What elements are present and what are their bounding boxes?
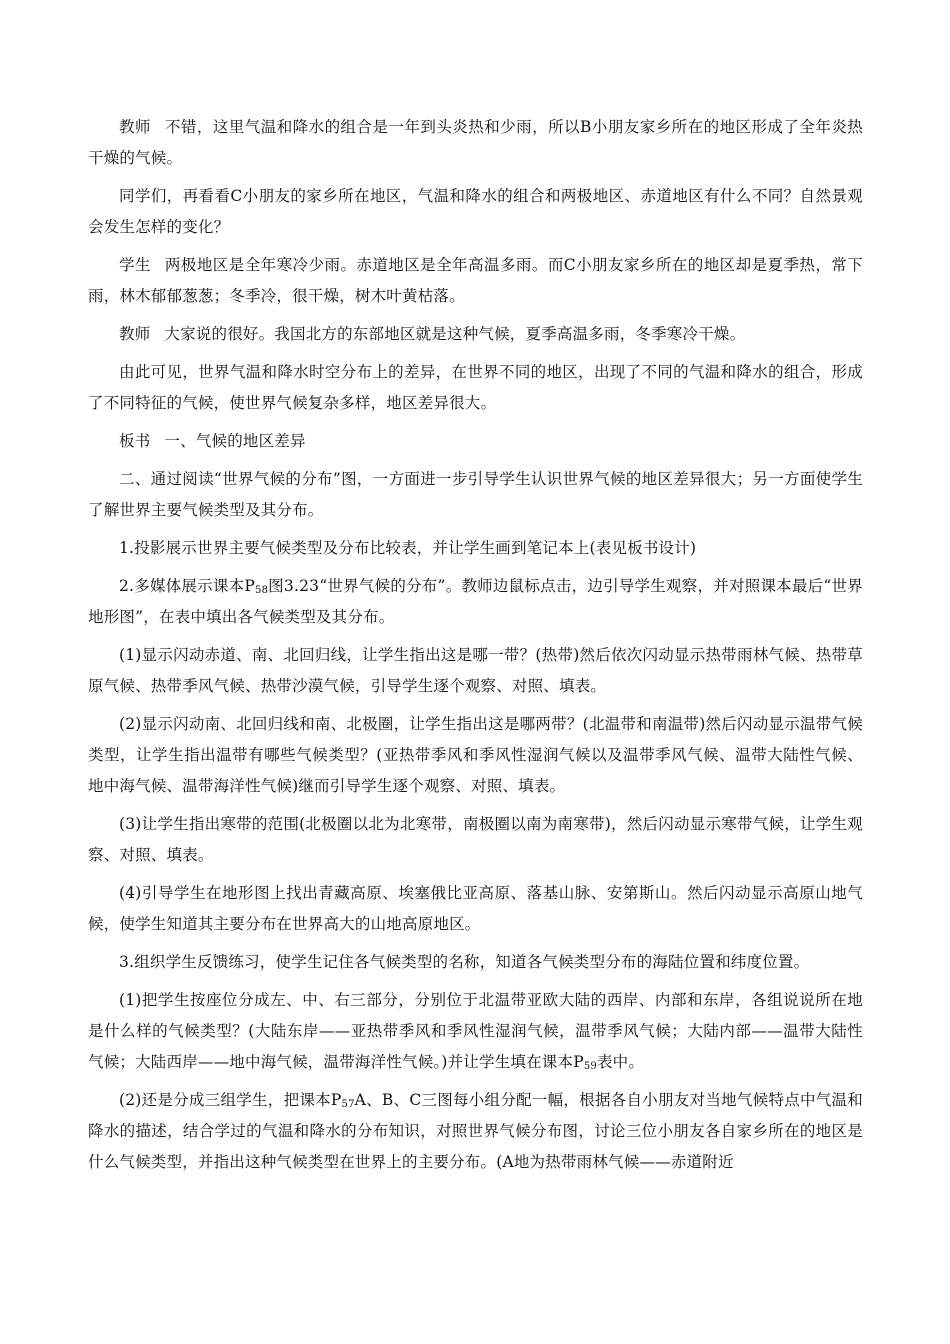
paragraph [88, 319, 863, 350]
paragraph-text-prefix: (1)把学生按座位分成左、中、右三部分，分别位于北温带亚欧大陆的西岸、内部和东岸，各组说说所在地是什么样的气候类型？(大陆东岸——亚热带季风和季风性湿润气候，温带季风气候；大陆内部——温带大陆性气候；大陆西岸——地中海气候，温带海洋性气候。)并让学生填在课本P [88, 991, 863, 1071]
paragraph-text: (3)让学生指出寒带的范围(北极圈以北为北寒带，南极圈以南为南寒带)，然后闪动显示寒带气候，让学生观察、对照、填表。 [88, 815, 863, 864]
paragraph [88, 947, 863, 978]
paragraph-text: 3.组织学生反馈练习，使学生记住各气候类型的名称，知道各气候类型分布的海陆位置和纬度位置。 [119, 953, 810, 971]
paragraph [88, 112, 863, 174]
paragraph [88, 640, 863, 702]
page-subscript: 57 [341, 1099, 355, 1110]
paragraph-text: 由此可见，世界气温和降水时空分布上的差异，在世界不同的地区，出现了不同的气温和降水的组合，形成了不同特征的气候，使世界气候复杂多样，地区差异很大。 [88, 363, 863, 412]
paragraph-text: 图3.23“世界气候的分布”。教师边鼠标点击，边引导学生观察，并对照课本最后“世界地形图”，在表中填出各气候类型及其分布。 [88, 577, 863, 626]
paragraph [88, 250, 863, 312]
paragraph-text: 1.投影展示世界主要气候类型及分布比较表，并让学生画到笔记本上(表见板书设计) [119, 539, 697, 557]
speaker-label: 教师 [119, 325, 151, 343]
paragraph [88, 571, 863, 633]
paragraph [88, 533, 863, 564]
paragraph [88, 426, 863, 457]
paragraph-text: 不错，这里气温和降水的组合是一年到头炎热和少雨，所以B小朋友家乡所在的地区形成了全年炎热干燥的气候。 [88, 118, 863, 167]
paragraph [88, 464, 863, 526]
speaker-label: 教师 [119, 118, 151, 136]
speaker-label: 板书 [119, 432, 151, 450]
paragraph [88, 181, 863, 243]
page-subscript: 58 [255, 585, 269, 596]
paragraph-text: A、B、C三图每小组分配一幅，根据各自小朋友对当地气候特点中气温和降水的描述，结合学过的气温和降水的分布知识，对照世界气候分布图，讨论三位小朋友各自家乡所在的地区是什么气候类型，并指出这种气候类型在世界上的主要分布。(A地为热带雨林气候——赤道附近 [88, 1091, 864, 1171]
paragraph-text: 同学们，再看看C小朋友的家乡所在地区，气温和降水的组合和两极地区、赤道地区有什么不同？自然景观会发生怎样的变化？ [88, 187, 863, 236]
paragraph-text: (4)引导学生在地形图上找出青藏高原、埃塞俄比亚高原、落基山脉、安第斯山。然后闪动显示高原山地气候，使学生知道其主要分布在世界高大的山地高原地区。 [88, 884, 863, 933]
paragraph [88, 357, 863, 419]
paragraph-text-prefix: (2)还是分成三组学生，把课本P [119, 1091, 342, 1109]
paragraph [88, 809, 863, 871]
paragraph [88, 878, 863, 940]
paragraph-text: (2)显示闪动南、北回归线和南、北极圈，让学生指出这是哪两带？(北温带和南温带)然后闪动显示温带气候类型，让学生指出温带有哪些气候类型？(亚热带季风和季风性湿润气候以及温带季风气候、温带大陆性气候、地中海气候、温带海洋性气候)继而引导学生逐个观察、对照、填表。 [88, 715, 863, 795]
paragraph-text: (1)显示闪动赤道、南、北回归线，让学生指出这是哪一带？(热带)然后依次闪动显示热带雨林气候、热带草原气候、热带季风气候、热带沙漠气候，引导学生逐个观察、对照、填表。 [88, 646, 863, 695]
paragraph-text: 表中。 [596, 1053, 645, 1071]
paragraph [88, 1085, 863, 1178]
paragraph-text: 两极地区是全年寒冷少雨。赤道地区是全年高温多雨。而C小朋友家乡所在的地区却是夏季热，常下雨，林木郁郁葱葱；冬季冷，很干燥，树木叶黄枯落。 [88, 256, 863, 305]
page-subscript: 59 [583, 1061, 597, 1072]
paragraph-text: 大家说的很好。我国北方的东部地区就是这种气候，夏季高温多雨，冬季寒冷干燥。 [164, 325, 746, 343]
paragraph-text: 一、气候的地区差异 [164, 432, 306, 450]
paragraph-text: 二、通过阅读“世界气候的分布”图，一方面进一步引导学生认识世界气候的地区差异很大；另一方面使学生了解世界主要气候类型及其分布。 [88, 470, 863, 519]
document-body [88, 112, 863, 1185]
paragraph [88, 709, 863, 802]
paragraph [88, 985, 863, 1078]
speaker-label: 学生 [119, 256, 151, 274]
paragraph-text-prefix: 2.多媒体展示课本P [119, 577, 256, 595]
